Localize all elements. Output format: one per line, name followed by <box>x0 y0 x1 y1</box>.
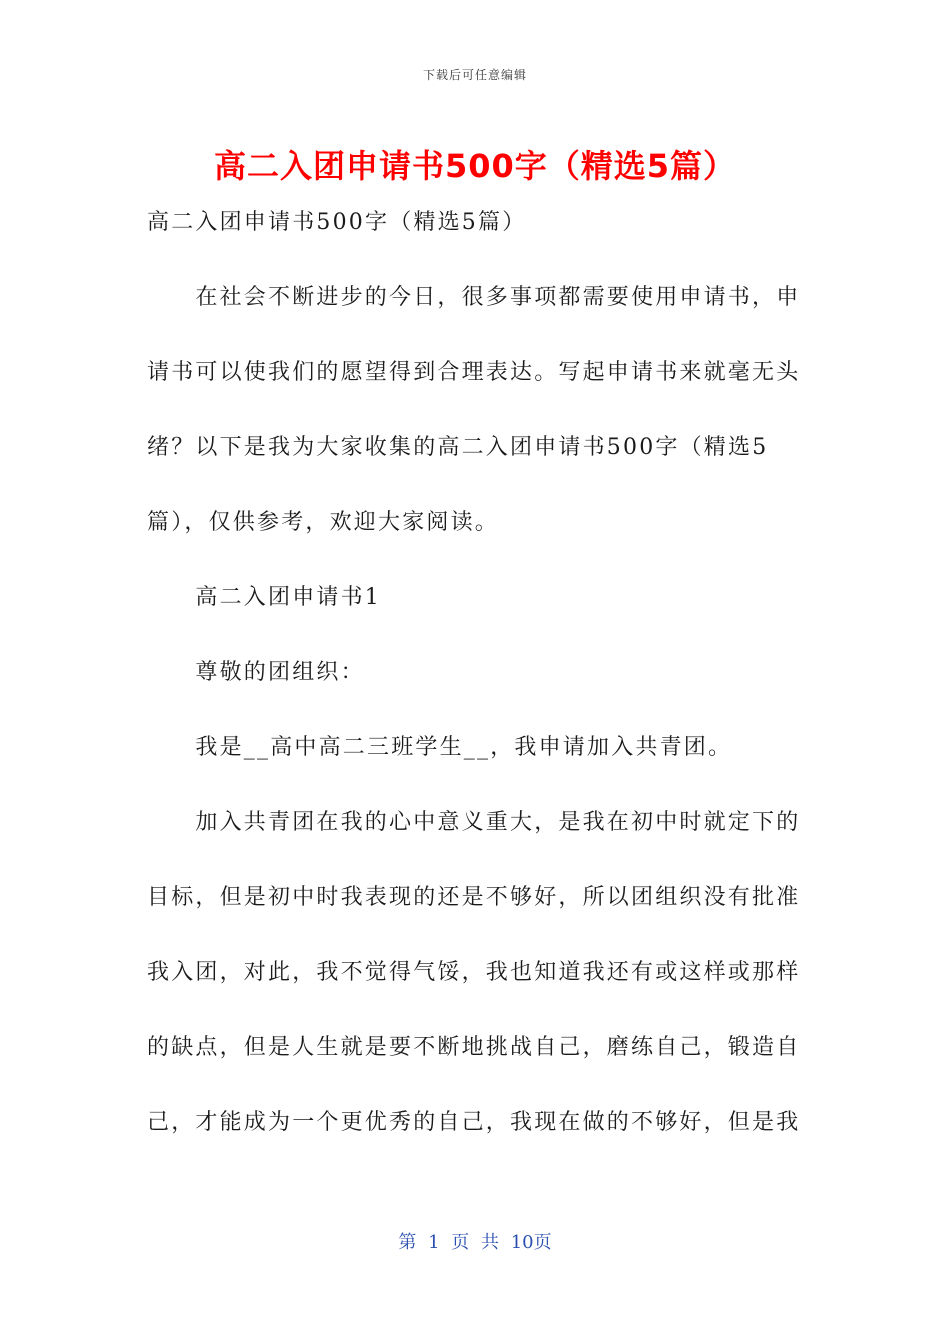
body-line: 的缺点，但是人生就是要不断地挑战自己，磨练自己，锻造自 <box>147 1035 801 1060</box>
section-heading: 高二入团申请书1 <box>147 585 381 610</box>
salutation: 尊敬的团组织： <box>147 660 365 685</box>
body-line: 篇），仅供参考，欢迎大家阅读。 <box>147 510 500 535</box>
document-title: 高二入团申请书500字（精选5篇） <box>213 147 737 185</box>
subtitle-line: 高二入团申请书500字（精选5篇） <box>147 210 527 235</box>
page-number-footer: 第 1 页 共 10页 <box>398 1232 552 1253</box>
body-line: 我入团，对此，我不觉得气馁，我也知道我还有或这样或那样 <box>147 960 801 985</box>
body-line: 加入共青团在我的心中意义重大，是我在初中时就定下的 <box>147 810 801 835</box>
body-line: 目标，但是初中时我表现的还是不够好，所以团组织没有批准 <box>147 885 801 910</box>
body-line: 己，才能成为一个更优秀的自己，我现在做的不够好，但是我 <box>147 1110 801 1135</box>
body-line: 我是__高中高二三班学生__，我申请加入共青团。 <box>147 735 733 760</box>
body-line: 在社会不断进步的今日，很多事项都需要使用申请书，申 <box>147 285 801 310</box>
body-line: 绪？以下是我为大家收集的高二入团申请书500字（精选5 <box>147 435 769 460</box>
header-note: 下载后可任意编辑 <box>422 68 527 82</box>
body-line: 请书可以使我们的愿望得到合理表达。写起申请书来就毫无头 <box>147 360 801 385</box>
